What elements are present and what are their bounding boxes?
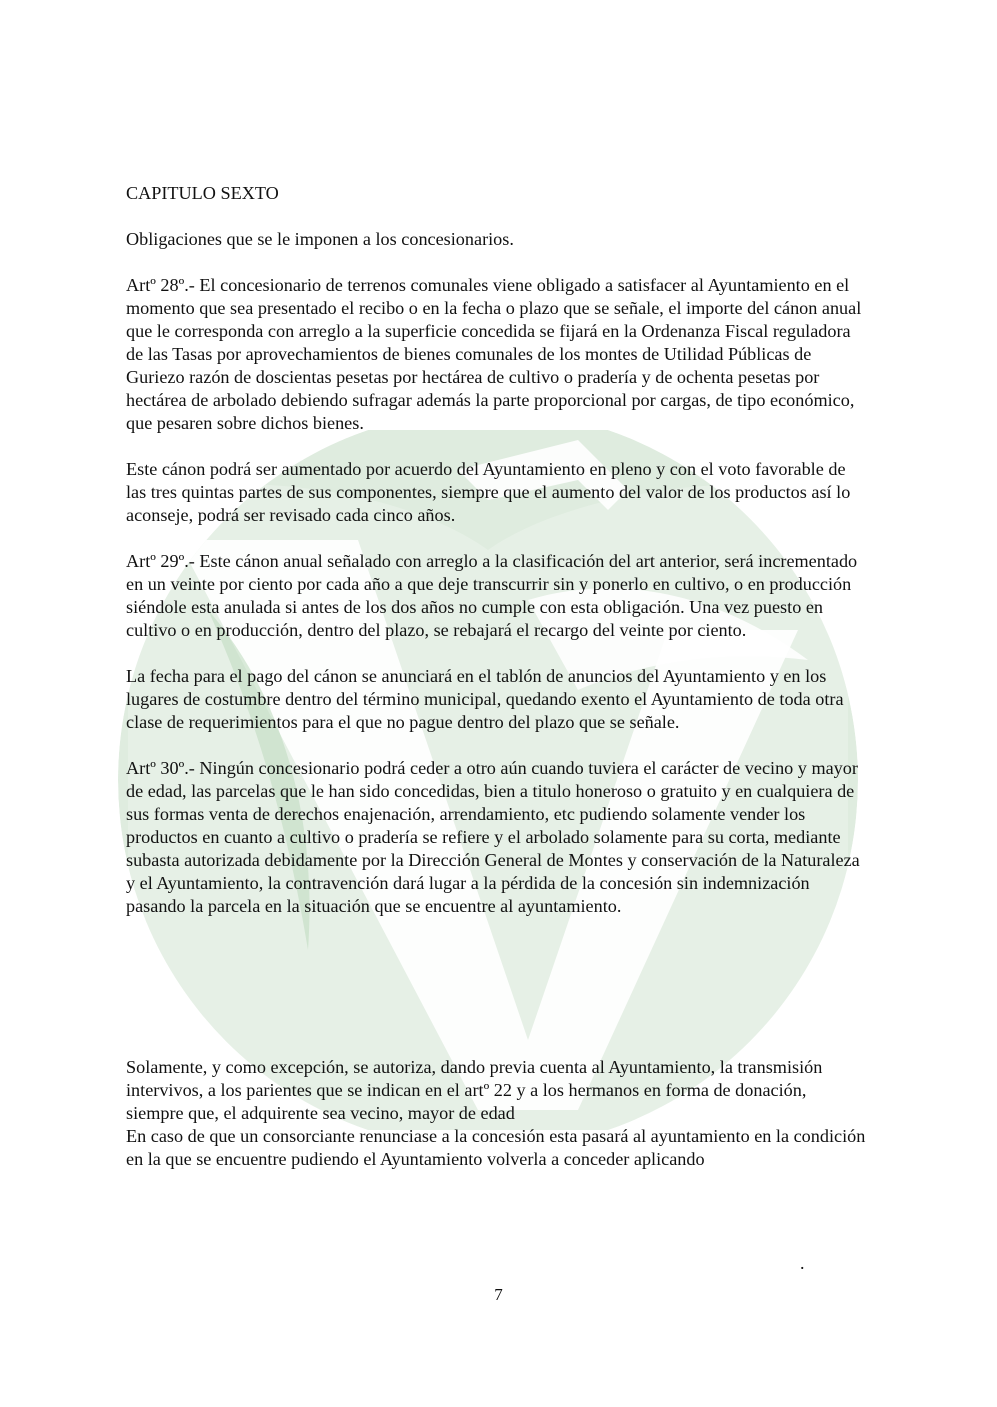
paragraph-payment-date: La fecha para el pago del cánon se anunciará en el tablón de anuncios del Ayuntamiento y en los lugares de costumbre dentro del término municipal, quedando exento el Ayuntamiento de toda otra clase de requerimientos para el que no pague dentro del plazo que se señale. [126,666,844,732]
paragraph-renunciation: En caso de que un consorciante renunciase a la concesión esta pasará al ayuntamiento en la condición en la que se encuentre pudiendo el Ayuntamiento volverla a conceder aplicando [126,1126,866,1169]
blank-space [126,941,866,1056]
paragraph-art-28: Artº 28º.- El concesionario de terrenos comunales viene obligado a satisfacer al Ayuntamiento en el momento que sea presentado el recibo o en la fecha o plazo que se señale, el importe del cánon anual que le corresponda con arreglo a la superficie concedida se fijará en la Ordenanza Fiscal reguladora de las Tasas por aprovechamientos de bienes comunales de los montes de Utilidad Públicas de Guriezo razón de doscientas pesetas por hectárea de cultivo o pradería y de ochenta pesetas por hectárea de arbolado debiendo sufragar además la parte proporcional por cargas, de tipo económico, que pesaren sobre dichos bienes. [126,275,862,433]
stray-mark: . [800,1253,805,1273]
chapter-title: CAPITULO SEXTO [126,183,279,203]
document-body [126,182,866,1171]
paragraph-canon-increase: Este cánon podrá ser aumentado por acuerdo del Ayuntamiento en pleno y con el voto favorable de las tres quintas partes de sus componentes, siempre que el aumento del valor de los productos así lo aconseje, podrá ser revisado cada cinco años. [126,459,851,525]
paragraph-exception: Solamente, y como excepción, se autoriza, dando previa cuenta al Ayuntamiento, la transmisión intervivos, a los parientes que se indican en el artº 22 y a los hermanos en forma de donación, siempre que, el adquirente sea vecino, mayor de edad [126,1057,823,1123]
chapter-subtitle: Obligaciones que se le imponen a los concesionarios. [126,229,514,249]
page-number: 7 [494,1285,503,1304]
paragraph-art-29: Artº 29º.- Este cánon anual señalado con arreglo a la clasificación del art anterior, será incrementado en un veinte por ciento por cada año a que deje transcurrir sin y ponerlo en cultivo, o en producción siéndole esta anulada si antes de los dos años no cumple con esta obligación. Una vez puesto en cultivo o en producción, dentro del plazo, se rebajará el recargo del veinte por ciento. [126,551,858,640]
paragraph-art-30: Artº 30º.- Ningún concesionario podrá ceder a otro aún cuando tuviera el carácter de vecino y mayor de edad, las parcelas que le han sido concedidas, bien a titulo honeroso o gratuito y en cualquiera de sus formas venta de derechos enajenación, arrendamiento, etc pudiendo solamente vender los productos en cuanto a cultivo o pradería se refiere y el arbolado solamente para su corta, mediante subasta autorizada debidamente por la Dirección General de Montes y conservación de la Naturaleza y el Ayuntamiento, la contravención dará lugar a la pérdida de la concesión sin indemnización pasando la parcela en la situación que se encuentre al ayuntamiento. [126,758,860,916]
